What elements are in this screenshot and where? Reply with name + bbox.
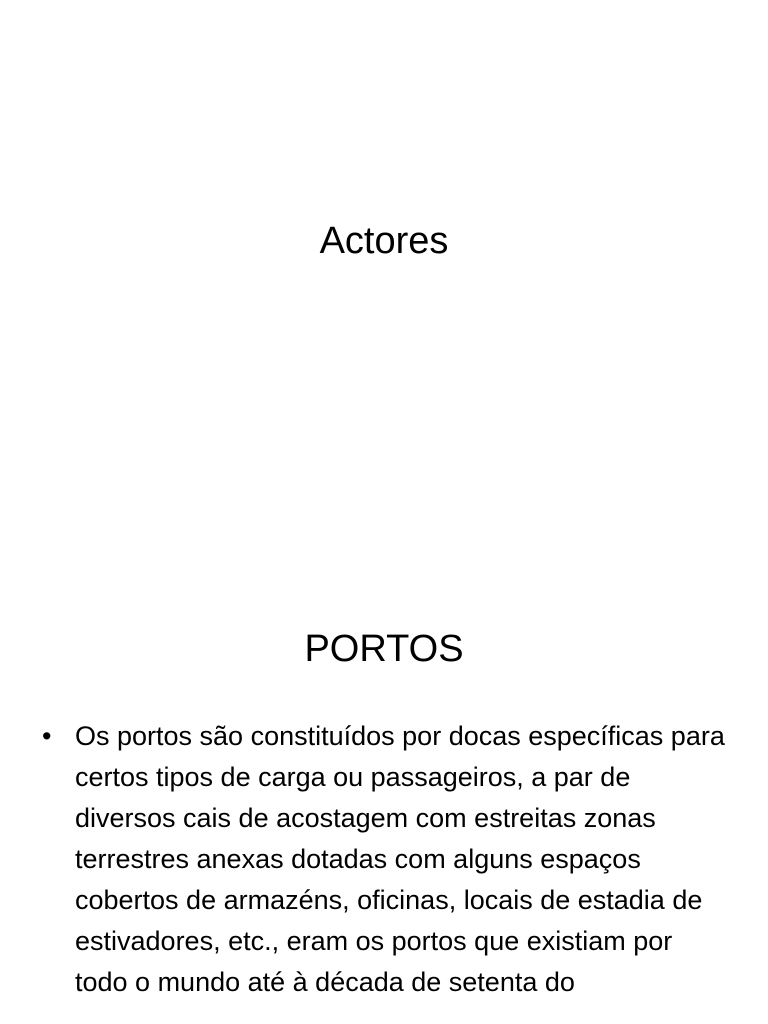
bullet-item [40, 716, 730, 1003]
slide-title: Actores [319, 220, 449, 262]
bullet-list [40, 716, 730, 1003]
slide-title: PORTOS [304, 628, 464, 670]
slide-portos [0, 576, 768, 1024]
bullet-icon: • [42, 721, 52, 751]
bullet-text: Os portos são constituídos por docas específicas para certos tipos de carga ou passageiros, a par de diversos cais de acostagem com estreitas zonas terrestres anexas dotadas com alguns espaços cobertos de armazéns, oficinas, locais de estadia de estivadores, etc., eram os portos que existiam por todo o mundo até à década de setenta do [75, 721, 725, 997]
